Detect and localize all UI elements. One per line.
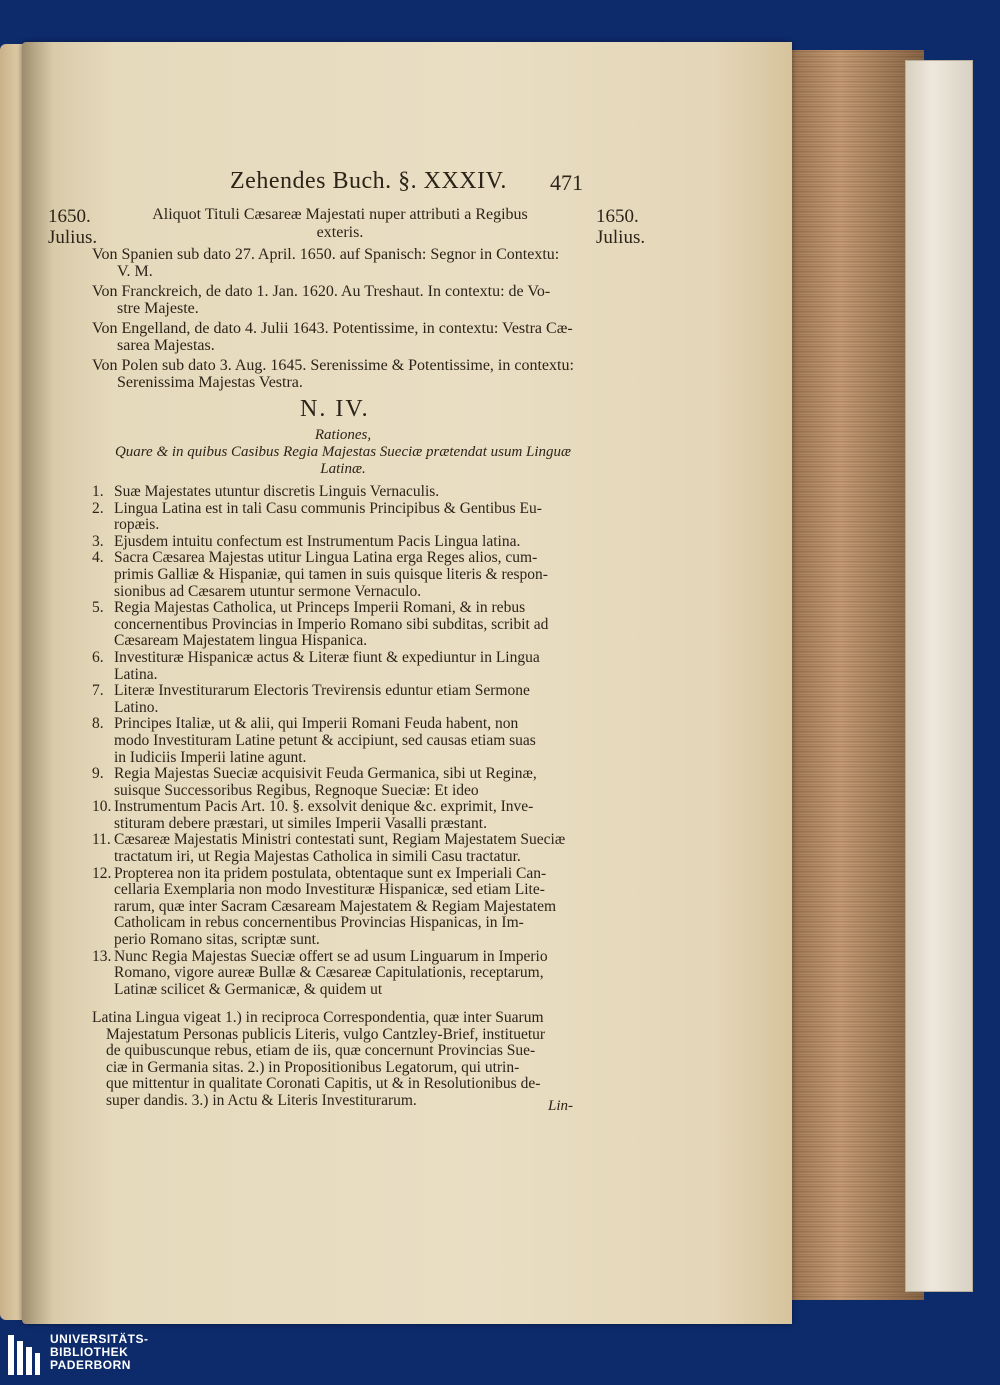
ratio-item [92, 949, 582, 999]
section-title [120, 206, 560, 242]
ratio-number: 9. [92, 765, 104, 783]
ratio-line: Investituræ Hispanicæ actus & Literæ fiunt & expediuntur in Lingua [114, 648, 540, 666]
paper-slip [905, 60, 973, 1292]
ratio-number: 1. [92, 483, 104, 500]
ratio-line: sionibus ad Cæsarem utuntur sermone Vernaculo. [114, 582, 422, 600]
margin-note-right [596, 206, 645, 248]
ratio-line: Romano, vigore aureæ Bullæ & Cæsareæ Capitulationis, receptarum, [114, 964, 544, 982]
ratio-number: 5. [92, 599, 104, 617]
ratio-number: 11. [92, 831, 111, 849]
entry-text: Von Spanien sub dato 27. April. 1650. auf Spanisch: Segnor in Contextu: [92, 246, 560, 263]
ratio-text [114, 683, 582, 716]
ratio-line: tractatum iri, ut Regia Majestas Catholica in simili Casu tractatur. [114, 848, 521, 866]
ratio-number: 10. [92, 798, 112, 816]
ratio-text [114, 766, 582, 799]
paragraph-line: Majestatum Personas publicis Literis, vulgo Cantzley-Brief, instituetur [106, 1025, 546, 1043]
ratio-line: primis Galliæ & Hispaniæ, qui tamen in suis quisque literis & respon- [114, 565, 548, 583]
ratio-line: Ejusdem intuitu confectum est Instrumentum Pacis Lingua latina. [114, 532, 521, 550]
ratio-line: suisque Successoribus Regibus, Regnoque Sueciæ: Et ideo [114, 781, 479, 799]
page-number: 471 [550, 170, 583, 195]
ratio-line: Literæ Investiturarum Electoris Trevirensis eduntur etiam Sermone [114, 682, 530, 700]
rationes-title [108, 427, 578, 478]
library-logo-line: PADERBORN [50, 1358, 131, 1372]
title-entry [92, 320, 592, 354]
title-entry [92, 246, 592, 280]
ratio-line: Propterea non ita pridem postulata, obtentaque sunt ex Imperiali Can- [114, 864, 547, 882]
ratio-text [114, 534, 582, 551]
ratio-text [114, 650, 582, 683]
running-head: Zehendes Buch. §. XXXIV. [230, 168, 507, 194]
ratio-line: Suæ Majestates utuntur discretis Linguis Vernaculis. [114, 483, 440, 500]
section-title-line: exteris. [316, 224, 364, 241]
ratio-line: Nunc Regia Majestas Sueciæ offert se ad usum Linguarum in Imperio [114, 947, 548, 965]
ratio-text [114, 866, 582, 949]
ratio-item [92, 766, 582, 799]
ratio-line: Lingua Latina est in tali Casu communis Principibus & Gentibus Eu- [114, 499, 542, 517]
ratio-line: Regia Majestas Catholica, ut Princeps Imperii Romani, & in rebus [114, 599, 526, 617]
ratio-item [92, 600, 582, 650]
paragraph-line: de quibuscunque rebus, etiam de iis, quæ concernunt Provincias Sue- [106, 1042, 536, 1060]
paragraph-line: ciæ in Germania sitas. 2.) in Propositionibus Legatorum, qui utrin- [106, 1058, 520, 1076]
closing-paragraph [92, 1010, 582, 1110]
entry-text: Von Engelland, de dato 4. Julii 1643. Potentissime, in contextu: Vestra Cæ- [92, 320, 573, 337]
ratio-line: modo Investituram Latine petunt & accipiunt, sed causas etiam suas [114, 731, 536, 749]
ratio-item [92, 501, 582, 534]
margin-year: 1650. [596, 206, 639, 227]
ratio-line: Sacra Cæsarea Majestas utitur Lingua Latina erga Reges alios, cum- [114, 549, 538, 567]
margin-note-left [48, 206, 97, 248]
library-logo-text [50, 1333, 149, 1372]
ratio-number: 7. [92, 682, 104, 700]
ratio-line: Catholicam in rebus concernentibus Provincias Hispanicas, in Im- [114, 914, 524, 932]
ratio-text [114, 799, 582, 832]
rationes-title-line: Quare & in quibus Casibus Regia Majestas Sueciæ prætendat usum Linguæ [114, 444, 572, 460]
ratio-number: 3. [92, 532, 104, 550]
margin-month: Julius. [48, 227, 98, 248]
ratio-item [92, 550, 582, 600]
ratio-text [114, 484, 582, 501]
library-logo [6, 1333, 149, 1377]
margin-year: 1650. [48, 206, 91, 227]
ratio-line: in Iudiciis Imperii latine agunt. [114, 748, 307, 766]
entry-continuation: V. M. [117, 263, 153, 280]
ratio-text [114, 716, 582, 766]
library-logo-line: BIBLIOTHEK [50, 1345, 129, 1359]
paragraph-line: que mittentur in qualitate Coronati Capitis, ut & in Resolutionibus de- [106, 1075, 541, 1093]
entry-text: Von Franckreich, de dato 1. Jan. 1620. Au Treshaut. In contextu: de Vo- [92, 283, 551, 300]
entry-continuation: stre Majeste. [117, 300, 199, 317]
ratio-item [92, 650, 582, 683]
ratio-line: Latina. [114, 665, 158, 683]
rationes-list [92, 484, 582, 998]
ratio-item [92, 683, 582, 716]
ratio-line: Regia Majestas Sueciæ acquisivit Feuda Germanica, sibi ut Reginæ, [114, 765, 537, 783]
margin-month: Julius. [596, 227, 646, 248]
ratio-line: Latinæ scilicet & Germanicæ, & quidem ut [114, 980, 383, 998]
section-number: N. IV. [300, 396, 370, 422]
ratio-line: concernentibus Provincias in Imperio Romano sibi subditas, scribit ad [114, 615, 549, 633]
ratio-line: stituram debere præstari, ut similes Imperii Vasalli præstant. [114, 814, 487, 832]
section-title-line: Aliquot Tituli Cæsareæ Majestati nuper attributi a Regibus [152, 206, 528, 223]
title-entry [92, 357, 592, 391]
entry-continuation: Serenissima Majestas Vestra. [117, 374, 303, 391]
ratio-line: ropæis. [114, 516, 160, 534]
ratio-line: Instrumentum Pacis Art. 10. §. exsolvit denique &c. exprimit, Inve- [114, 798, 534, 816]
library-logo-icon [6, 1333, 42, 1377]
ratio-number: 6. [92, 648, 104, 666]
ratio-line: Latino. [114, 698, 159, 716]
ratio-item [92, 484, 582, 501]
ratio-item [92, 866, 582, 949]
paragraph-line: super dandis. 3.) in Actu & Literis Investiturarum. [106, 1091, 417, 1109]
ratio-line: Principes Italiæ, ut & alii, qui Imperii Romani Feuda habent, non [114, 715, 519, 733]
ratio-text [114, 832, 582, 865]
ratio-number: 2. [92, 499, 104, 517]
ratio-text [114, 600, 582, 650]
ratio-line: cellaria Exemplaria non modo Investituræ Hispanicæ, sed etiam Lite- [114, 881, 545, 899]
ratio-line: Cæsaream Majestatem lingua Hispanica. [114, 632, 368, 650]
ratio-text [114, 550, 582, 600]
ratio-line: Cæsareæ Majestatis Ministri contestati sunt, Regiam Majestatem Sueciæ [114, 831, 566, 849]
ratio-text [114, 949, 582, 999]
ratio-line: perio Romano sitas, scriptæ sunt. [114, 931, 320, 949]
book-fore-edge [782, 50, 924, 1300]
ratio-item [92, 832, 582, 865]
ratio-item [92, 716, 582, 766]
entry-text: Von Polen sub dato 3. Aug. 1645. Serenissime & Potentissime, in contextu: [92, 357, 574, 374]
library-logo-line: UNIVERSITÄTS- [50, 1332, 149, 1346]
ratio-number: 4. [92, 549, 104, 567]
ratio-item [92, 534, 582, 551]
title-entry [92, 283, 592, 317]
ratio-line: rarum, quæ inter Sacram Cæsaream Majestatem & Regiam Majestatem [114, 897, 557, 915]
rationes-title-line: Rationes, [314, 427, 372, 443]
entry-continuation: sarea Majestas. [117, 337, 215, 354]
title-entries [92, 246, 592, 394]
ratio-number: 12. [92, 864, 112, 882]
ratio-item [92, 799, 582, 832]
paragraph-line: Latina Lingua vigeat 1.) in reciproca Correspondentia, quæ inter Suarum [92, 1009, 544, 1026]
catchword: Lin- [548, 1098, 574, 1114]
ratio-text [114, 501, 582, 534]
rationes-title-line: Latinæ. [320, 461, 366, 477]
ratio-number: 8. [92, 715, 104, 733]
ratio-number: 13. [92, 947, 112, 965]
